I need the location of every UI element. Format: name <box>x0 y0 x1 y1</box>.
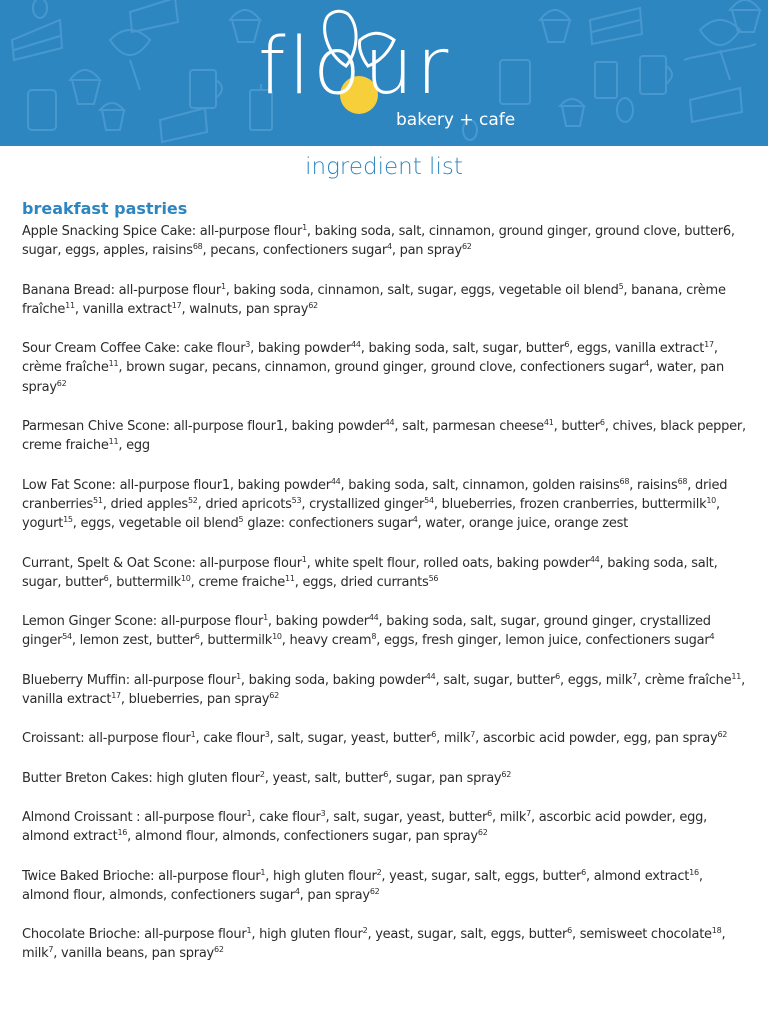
ingredient-item-parmesan-chive-scone: Parmesan Chive Scone: all-purpose flour1, baking powder$^{44}$, salt, parmesan cheese$^{41}$, butter$^6$, chives, black pepper, creme fraiche$^{11}$, egg <box>22 418 746 454</box>
logo-wordmark: flour <box>258 22 452 112</box>
ingredient-item-currant-spelt-oat-scone: Currant, Spelt & Oat Scone: all-purpose flour$^1$, white spelt flour, rolled oats, baking powder$^{44}$, baking soda, salt, sugar, butter$^6$, buttermilk$^{10}$, creme fraiche$^{11}$, eggs, dried currants$^{56}$ <box>22 554 718 590</box>
flour-logo <box>258 6 518 136</box>
ingredient-item-croissant: Croissant: all-purpose flour$^1$, cake flour$^3$, salt, sugar, yeast, butter$^6$, milk$^7$, ascorbic acid powder, egg, pan spray$^{62}$ <box>22 730 728 747</box>
ingredient-item-blueberry-muffin: Blueberry Muffin: all-purpose flour$^1$, baking soda, baking powder$^{44}$, salt, sugar, butter$^6$, eggs, milk$^7$, crème fraîche$^{11}$, vanilla extract$^{17}$, blueberries, pan spray$^{62}$ <box>22 671 745 708</box>
section-title: breakfast pastries <box>22 199 188 218</box>
ingredient-item-banana-bread: Banana Bread: all-purpose flour$^1$, baking soda, cinnamon, salt, sugar, eggs, vegetable oil blend$^5$, banana, crème fraîche$^{11}$, vanilla extract$^{17}$, walnuts, pan spray$^{62}$ <box>22 281 726 317</box>
ingredient-item-almond-croissant: Almond Croissant : all-purpose flour$^1$, cake flour$^3$, salt, sugar, yeast, butter$^6$, milk$^7$, ascorbic acid powder, egg, almond extract$^{16}$, almond flour, almonds, confectioners sugar, pan spray$^{62}$ <box>22 808 708 845</box>
page-title: ingredient list <box>305 154 463 180</box>
ingredient-item-low-fat-scone: Low Fat Scone: all-purpose flour1, baking powder$^{44}$, baking soda, salt, cinnamon, golden raisins$^{68}$, raisins$^{68}$, dried cranberries$^{51}$, dried apples$^{52}$, dried apricots$^{53}$, crystallized ginger$^{54}$, blueberries, frozen cranberries, buttermilk$^{10}$, yogurt$^{15}$, eggs, vegetable oil blend$^5$ glaze: confectioners sugar$^4$, water, orange juice, orange zest <box>22 476 728 532</box>
ingredient-item-apple-snacking-spice-cake: Apple Snacking Spice Cake: all-purpose flour$^1$, baking soda, salt, cinnamon, ground ginger, ground clove, butter6, sugar, eggs, apples, raisins$^{68}$, pecans, confectioners sugar$^4$, pan spray$^{62}$ <box>22 223 735 259</box>
ingredient-item-sour-cream-coffee-cake: Sour Cream Coffee Cake: cake flour$^3$, baking powder$^{44}$, baking soda, salt, sugar, butter$^6$, eggs, vanilla extract$^{17}$, crème fraîche$^{11}$, brown sugar, pecans, cinnamon, ground ginger, ground clove, confectioners sugar$^4$, water, pan spray$^{62}$ <box>22 340 724 395</box>
ingredient-item-lemon-ginger-scone: Lemon Ginger Scone: all-purpose flour$^1$, baking powder$^{44}$, baking soda, salt, sugar, ground ginger, crystallized ginger$^{54}$, lemon zest, butter$^6$, buttermilk$^{10}$, heavy cream$^8$, eggs, fresh ginger, lemon juice, confectioners sugar$^4$ <box>22 613 715 649</box>
ingredient-item-chocolate-brioche: Chocolate Brioche: all-purpose flour$^1$, high gluten flour$^2$, yeast, sugar, salt, eggs, butter$^6$, semisweet chocolate$^{18}$, milk$^7$, vanilla beans, pan spray$^{62}$ <box>22 926 726 962</box>
header-banner <box>0 0 768 146</box>
logo-tagline: bakery + cafe <box>396 110 516 130</box>
ingredient-item-twice-baked-brioche: Twice Baked Brioche: all-purpose flour$^1$, high gluten flour$^2$, yeast, sugar, salt, eggs, butter$^6$, almond extract$^{16}$, almond flour, almonds, confectioners sugar$^4$, pan spray$^{62}$ <box>22 867 703 903</box>
ingredient-list <box>22 222 752 984</box>
ingredient-item-butter-breton-cakes: Butter Breton Cakes: high gluten flour$^2$, yeast, salt, butter$^6$, sugar, pan spray$^{62}$ <box>22 769 512 786</box>
